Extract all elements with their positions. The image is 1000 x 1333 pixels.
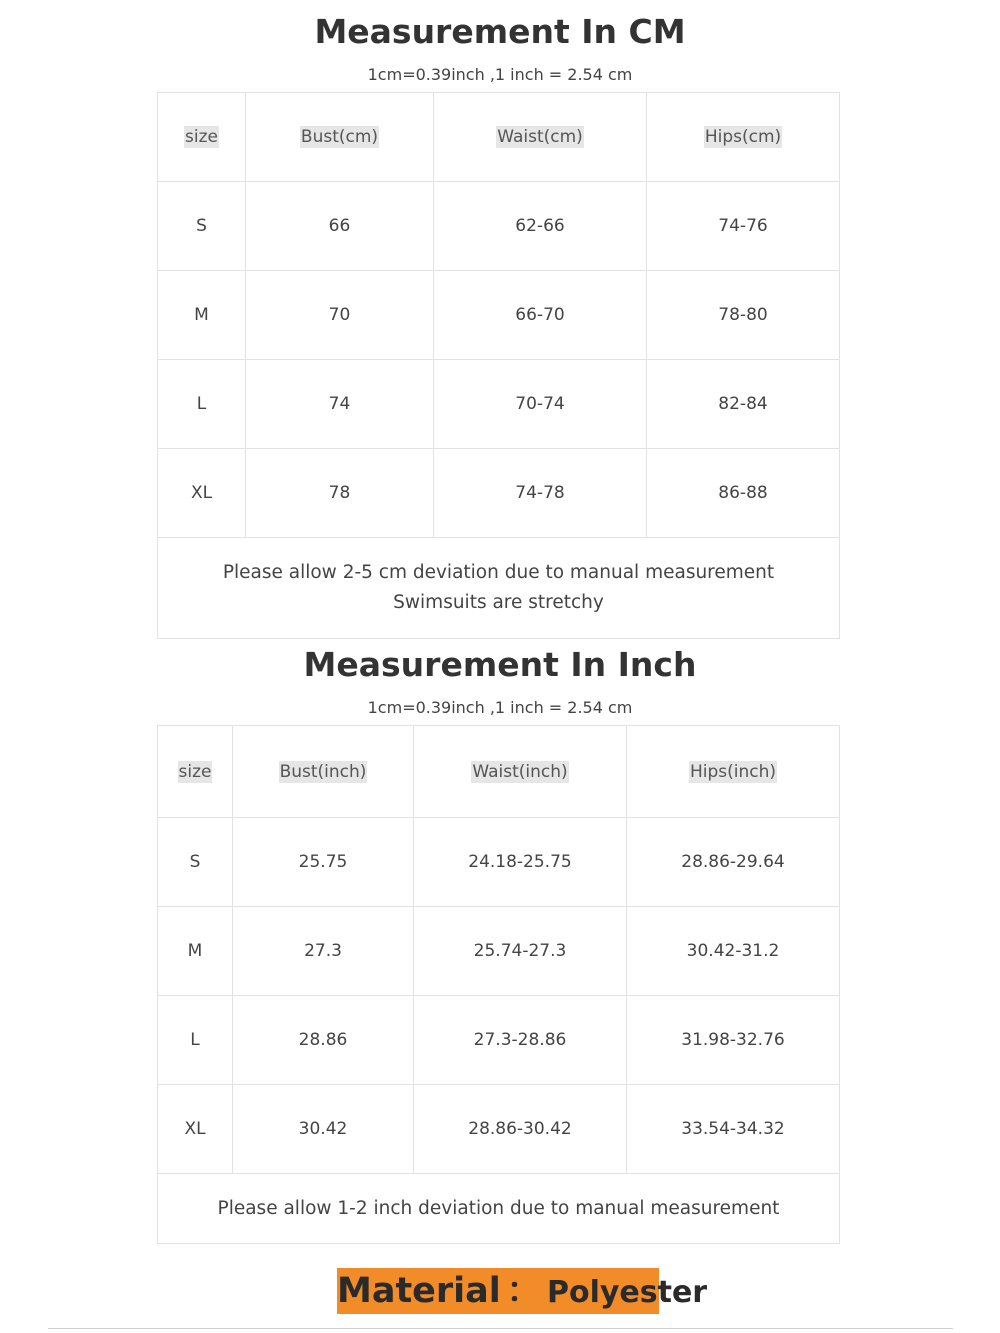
material-value: Polyester <box>546 1275 708 1310</box>
header-cell <box>246 93 434 182</box>
hips-cell: 78-80 <box>647 271 840 360</box>
header-waist: Waist(inch) <box>472 761 568 782</box>
waist-cell: 74-78 <box>434 449 647 538</box>
header-cell <box>158 726 233 818</box>
hips-cell: 74-76 <box>647 182 840 271</box>
hips-cell: 31.98-32.76 <box>627 996 840 1085</box>
inch-conversion-note: 1cm=0.39inch ,1 inch = 2.54 cm <box>367 698 633 717</box>
header-size: size <box>185 127 218 147</box>
size-cell: XL <box>158 449 246 538</box>
bust-cell: 78 <box>246 449 434 538</box>
bottom-divider <box>48 1328 953 1329</box>
header-waist: Waist(cm) <box>497 127 583 147</box>
waist-cell: 25.74-27.3 <box>414 907 627 996</box>
waist-cell: 27.3-28.86 <box>414 996 627 1085</box>
table-row <box>158 449 840 538</box>
header-cell <box>414 726 627 818</box>
size-cell: L <box>158 996 233 1085</box>
size-cell: S <box>158 818 233 907</box>
bust-cell: 74 <box>246 360 434 449</box>
header-cell <box>434 93 647 182</box>
cm-size-table <box>157 92 840 639</box>
header-bust: Bust(cm) <box>300 127 379 147</box>
size-cell: M <box>158 271 246 360</box>
material-separator: ： <box>506 1271 542 1311</box>
bust-cell: 70 <box>246 271 434 360</box>
header-hips: Hips(cm) <box>704 127 782 147</box>
deviation-note <box>158 538 840 639</box>
waist-cell: 66-70 <box>434 271 647 360</box>
size-cell: L <box>158 360 246 449</box>
table-row <box>158 907 840 996</box>
hips-cell: 30.42-31.2 <box>627 907 840 996</box>
hips-cell: 28.86-29.64 <box>627 818 840 907</box>
table-row <box>158 182 840 271</box>
deviation-note-line: Please allow 1-2 inch deviation due to manual measurement <box>217 1197 780 1219</box>
table-header-row <box>158 726 840 818</box>
bust-cell: 66 <box>246 182 434 271</box>
hips-cell: 86-88 <box>647 449 840 538</box>
waist-cell: 24.18-25.75 <box>414 818 627 907</box>
material-banner <box>337 1268 708 1314</box>
cm-conversion-note: 1cm=0.39inch ,1 inch = 2.54 cm <box>367 65 633 84</box>
table-row <box>158 996 840 1085</box>
table-row <box>158 1085 840 1174</box>
table-row <box>158 360 840 449</box>
table-row <box>158 818 840 907</box>
deviation-note-line: Please allow 2-5 cm deviation due to manual measurement <box>222 562 775 583</box>
table-note-row <box>158 538 840 639</box>
size-cell: M <box>158 907 233 996</box>
deviation-note <box>158 1174 840 1244</box>
header-cell <box>647 93 840 182</box>
header-hips: Hips(inch) <box>689 761 777 782</box>
bust-cell: 25.75 <box>233 818 414 907</box>
hips-cell: 82-84 <box>647 360 840 449</box>
bust-cell: 28.86 <box>233 996 414 1085</box>
header-size: size <box>178 761 212 782</box>
waist-cell: 62-66 <box>434 182 647 271</box>
waist-cell: 28.86-30.42 <box>414 1085 627 1174</box>
bust-cell: 30.42 <box>233 1085 414 1174</box>
cm-section-title: Measurement In CM <box>314 12 686 51</box>
hips-cell: 33.54-34.32 <box>627 1085 840 1174</box>
table-header-row <box>158 93 840 182</box>
bust-cell: 27.3 <box>233 907 414 996</box>
header-bust: Bust(inch) <box>279 761 367 782</box>
inch-size-table <box>157 725 840 1244</box>
header-cell <box>627 726 840 818</box>
stretch-note-line: Swimsuits are stretchy <box>393 592 604 613</box>
size-cell: XL <box>158 1085 233 1174</box>
table-row <box>158 271 840 360</box>
waist-cell: 70-74 <box>434 360 647 449</box>
inch-section-title: Measurement In Inch <box>303 645 697 684</box>
material-label: Material <box>337 1271 501 1311</box>
header-cell <box>158 93 246 182</box>
size-cell: S <box>158 182 246 271</box>
header-cell <box>233 726 414 818</box>
table-note-row <box>158 1174 840 1244</box>
